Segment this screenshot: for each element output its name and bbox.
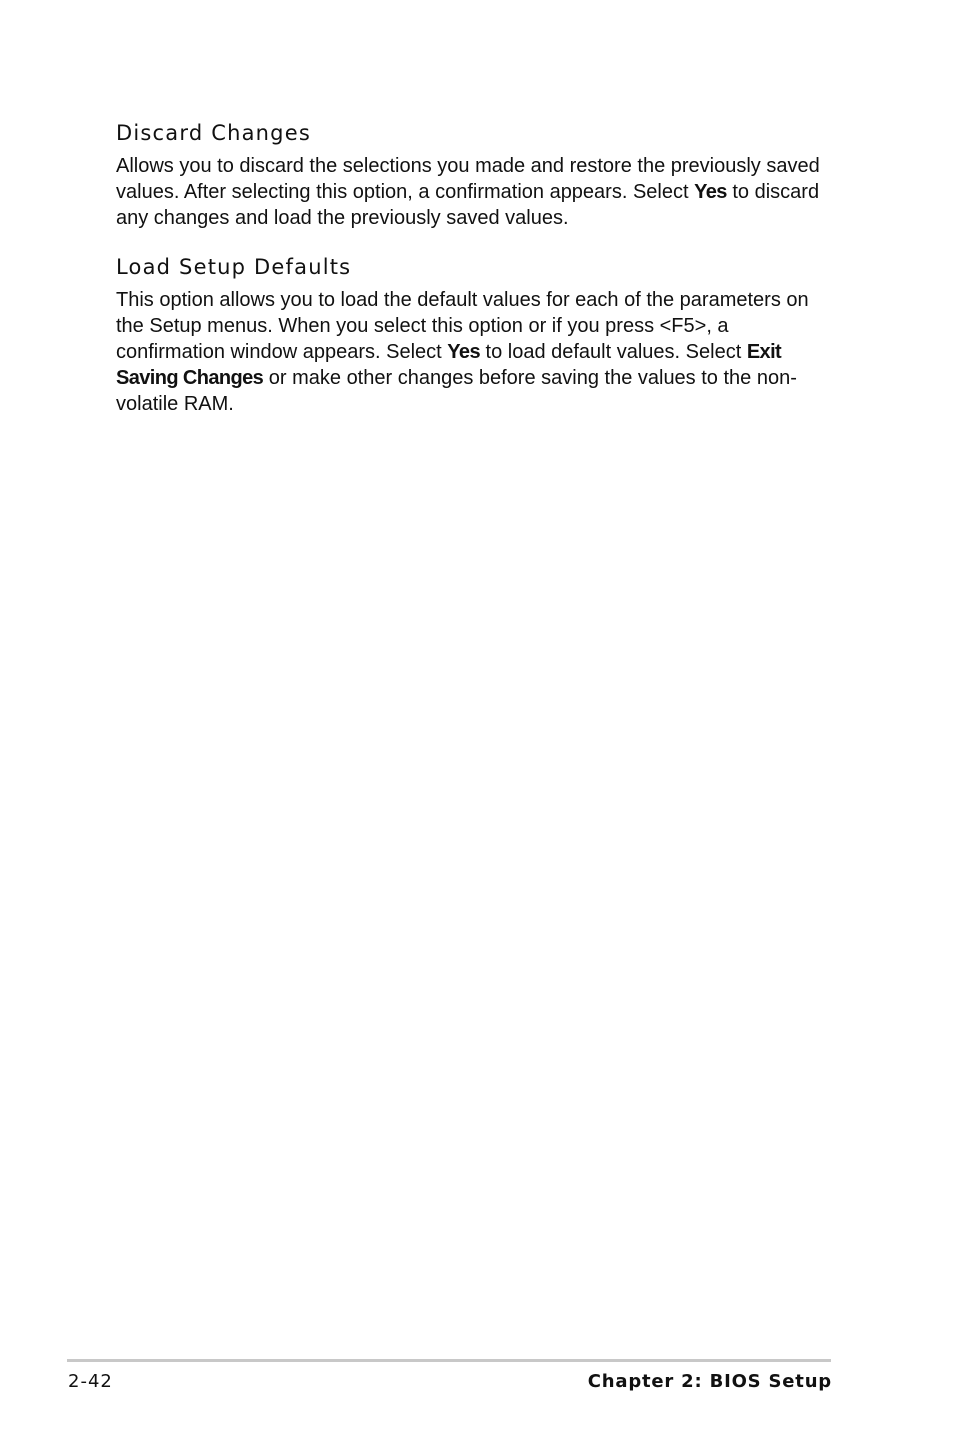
keyword-yes: Yes [694,181,727,203]
keyword-exit-saving-changes: Exit Saving Changes [116,341,782,389]
footer-divider [67,1359,831,1362]
paragraph-text: This option allows you to load the default values for each of the parameters on the Setup menus. When you select this option or if you press <F5>, a confirmation window appears. Select [116,289,809,363]
paragraph-text: Allows you to discard the selections you made and restore the previously saved values. After selecting this option, a confirmation appears. Select [116,155,820,203]
section-title: Discard Changes [116,121,311,145]
section-title: Load Setup Defaults [116,255,352,279]
chapter-title: Chapter 2: BIOS Setup [587,1371,832,1392]
section-discard-changes [116,119,836,231]
paragraph-text: to discard any changes and load the previously saved values. [116,181,820,229]
section-paragraph [116,153,836,231]
keyword-yes: Yes [447,341,480,363]
page-number: 2-42 [68,1371,113,1392]
section-paragraph [116,287,836,417]
section-load-setup-defaults [116,253,836,417]
paragraph-text: to load default values. Select [479,341,747,363]
paragraph-text: or make other changes before saving the values to the non-volatile RAM. [116,367,797,415]
